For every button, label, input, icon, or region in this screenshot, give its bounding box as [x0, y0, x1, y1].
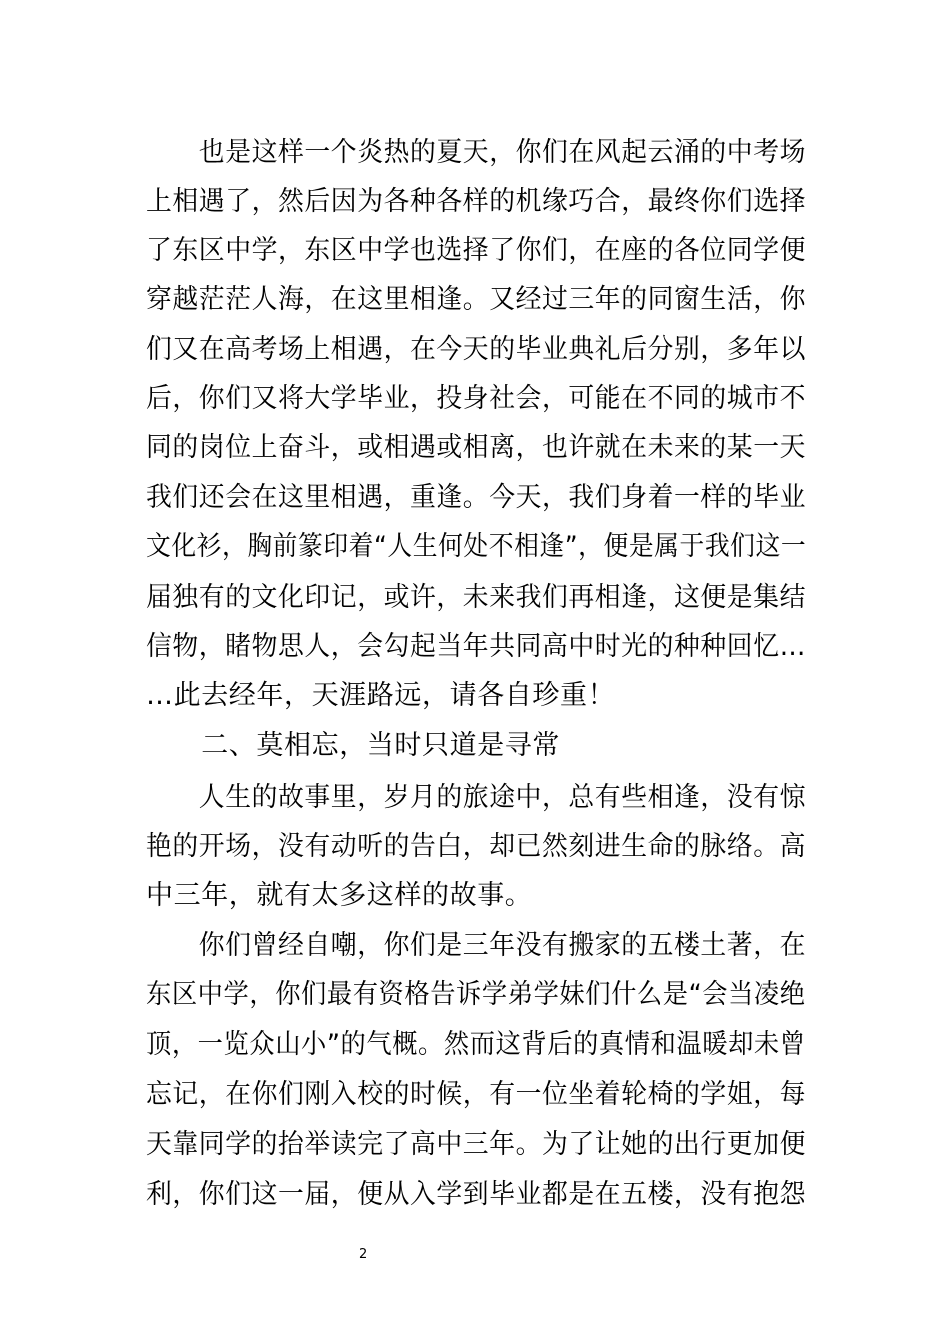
text-line: …此去经年，天涯路远，请各自珍重！ [146, 680, 616, 711]
text-line: 我们还会在这里相遇，重逢。今天，我们身着一样的毕业 [146, 482, 806, 513]
text-line: 中三年，就有太多这样的故事。 [146, 880, 533, 911]
page-number: 2 [359, 1247, 368, 1262]
text-line: 信物，睹物思人，会勾起当年共同高中时光的种种回忆… [146, 631, 806, 662]
text-line: 同的岗位上奋斗，或相遇或相离，也许就在未来的某一天 [146, 432, 806, 463]
text-line: 忘记，在你们刚入校的时候，有一位坐着轮椅的学姐，每 [146, 1079, 806, 1110]
text-line: 了东区中学，东区中学也选择了你们，在座的各位同学便 [146, 235, 806, 266]
text-line: 人生的故事里，岁月的旅途中，总有些相逢，没有惊 [146, 782, 806, 813]
text-line: 顶，一览众山小”的气概。然而这背后的真情和温暖却未曾 [146, 1029, 806, 1060]
text-line: 艳的开场，没有动听的告白，却已然刻进生命的脉络。高 [146, 831, 806, 862]
text-line: 东区中学，你们最有资格告诉学弟学妹们什么是“会当凌绝 [146, 979, 806, 1010]
text-line: 你们曾经自嘲，你们是三年没有搬家的五楼土著，在 [146, 930, 806, 961]
text-line: 文化衫，胸前篆印着“人生何处不相逢”，便是属于我们这一 [146, 531, 807, 562]
text-line: 天靠同学的抬举读完了高中三年。为了让她的出行更加便 [146, 1129, 806, 1160]
text-line: 穿越茫茫人海，在这里相逢。又经过三年的同窗生活，你 [146, 284, 806, 315]
section-heading: 二、莫相忘，当时只道是寻常 [146, 730, 560, 761]
text-line: 届独有的文化印记，或许，未来我们再相逢，这便是集结 [146, 582, 806, 613]
text-line: 也是这样一个炎热的夏天，你们在风起云涌的中考场 [146, 137, 806, 168]
text-line: 上相遇了，然后因为各种各样的机缘巧合，最终你们选择 [146, 186, 806, 217]
text-line: 们又在高考场上相遇，在今天的毕业典礼后分别，多年以 [146, 334, 806, 365]
text-line: 后，你们又将大学毕业，投身社会，可能在不同的城市不 [146, 383, 806, 414]
text-line: 利，你们这一届，便从入学到毕业都是在五楼，没有抱怨 [146, 1179, 806, 1210]
